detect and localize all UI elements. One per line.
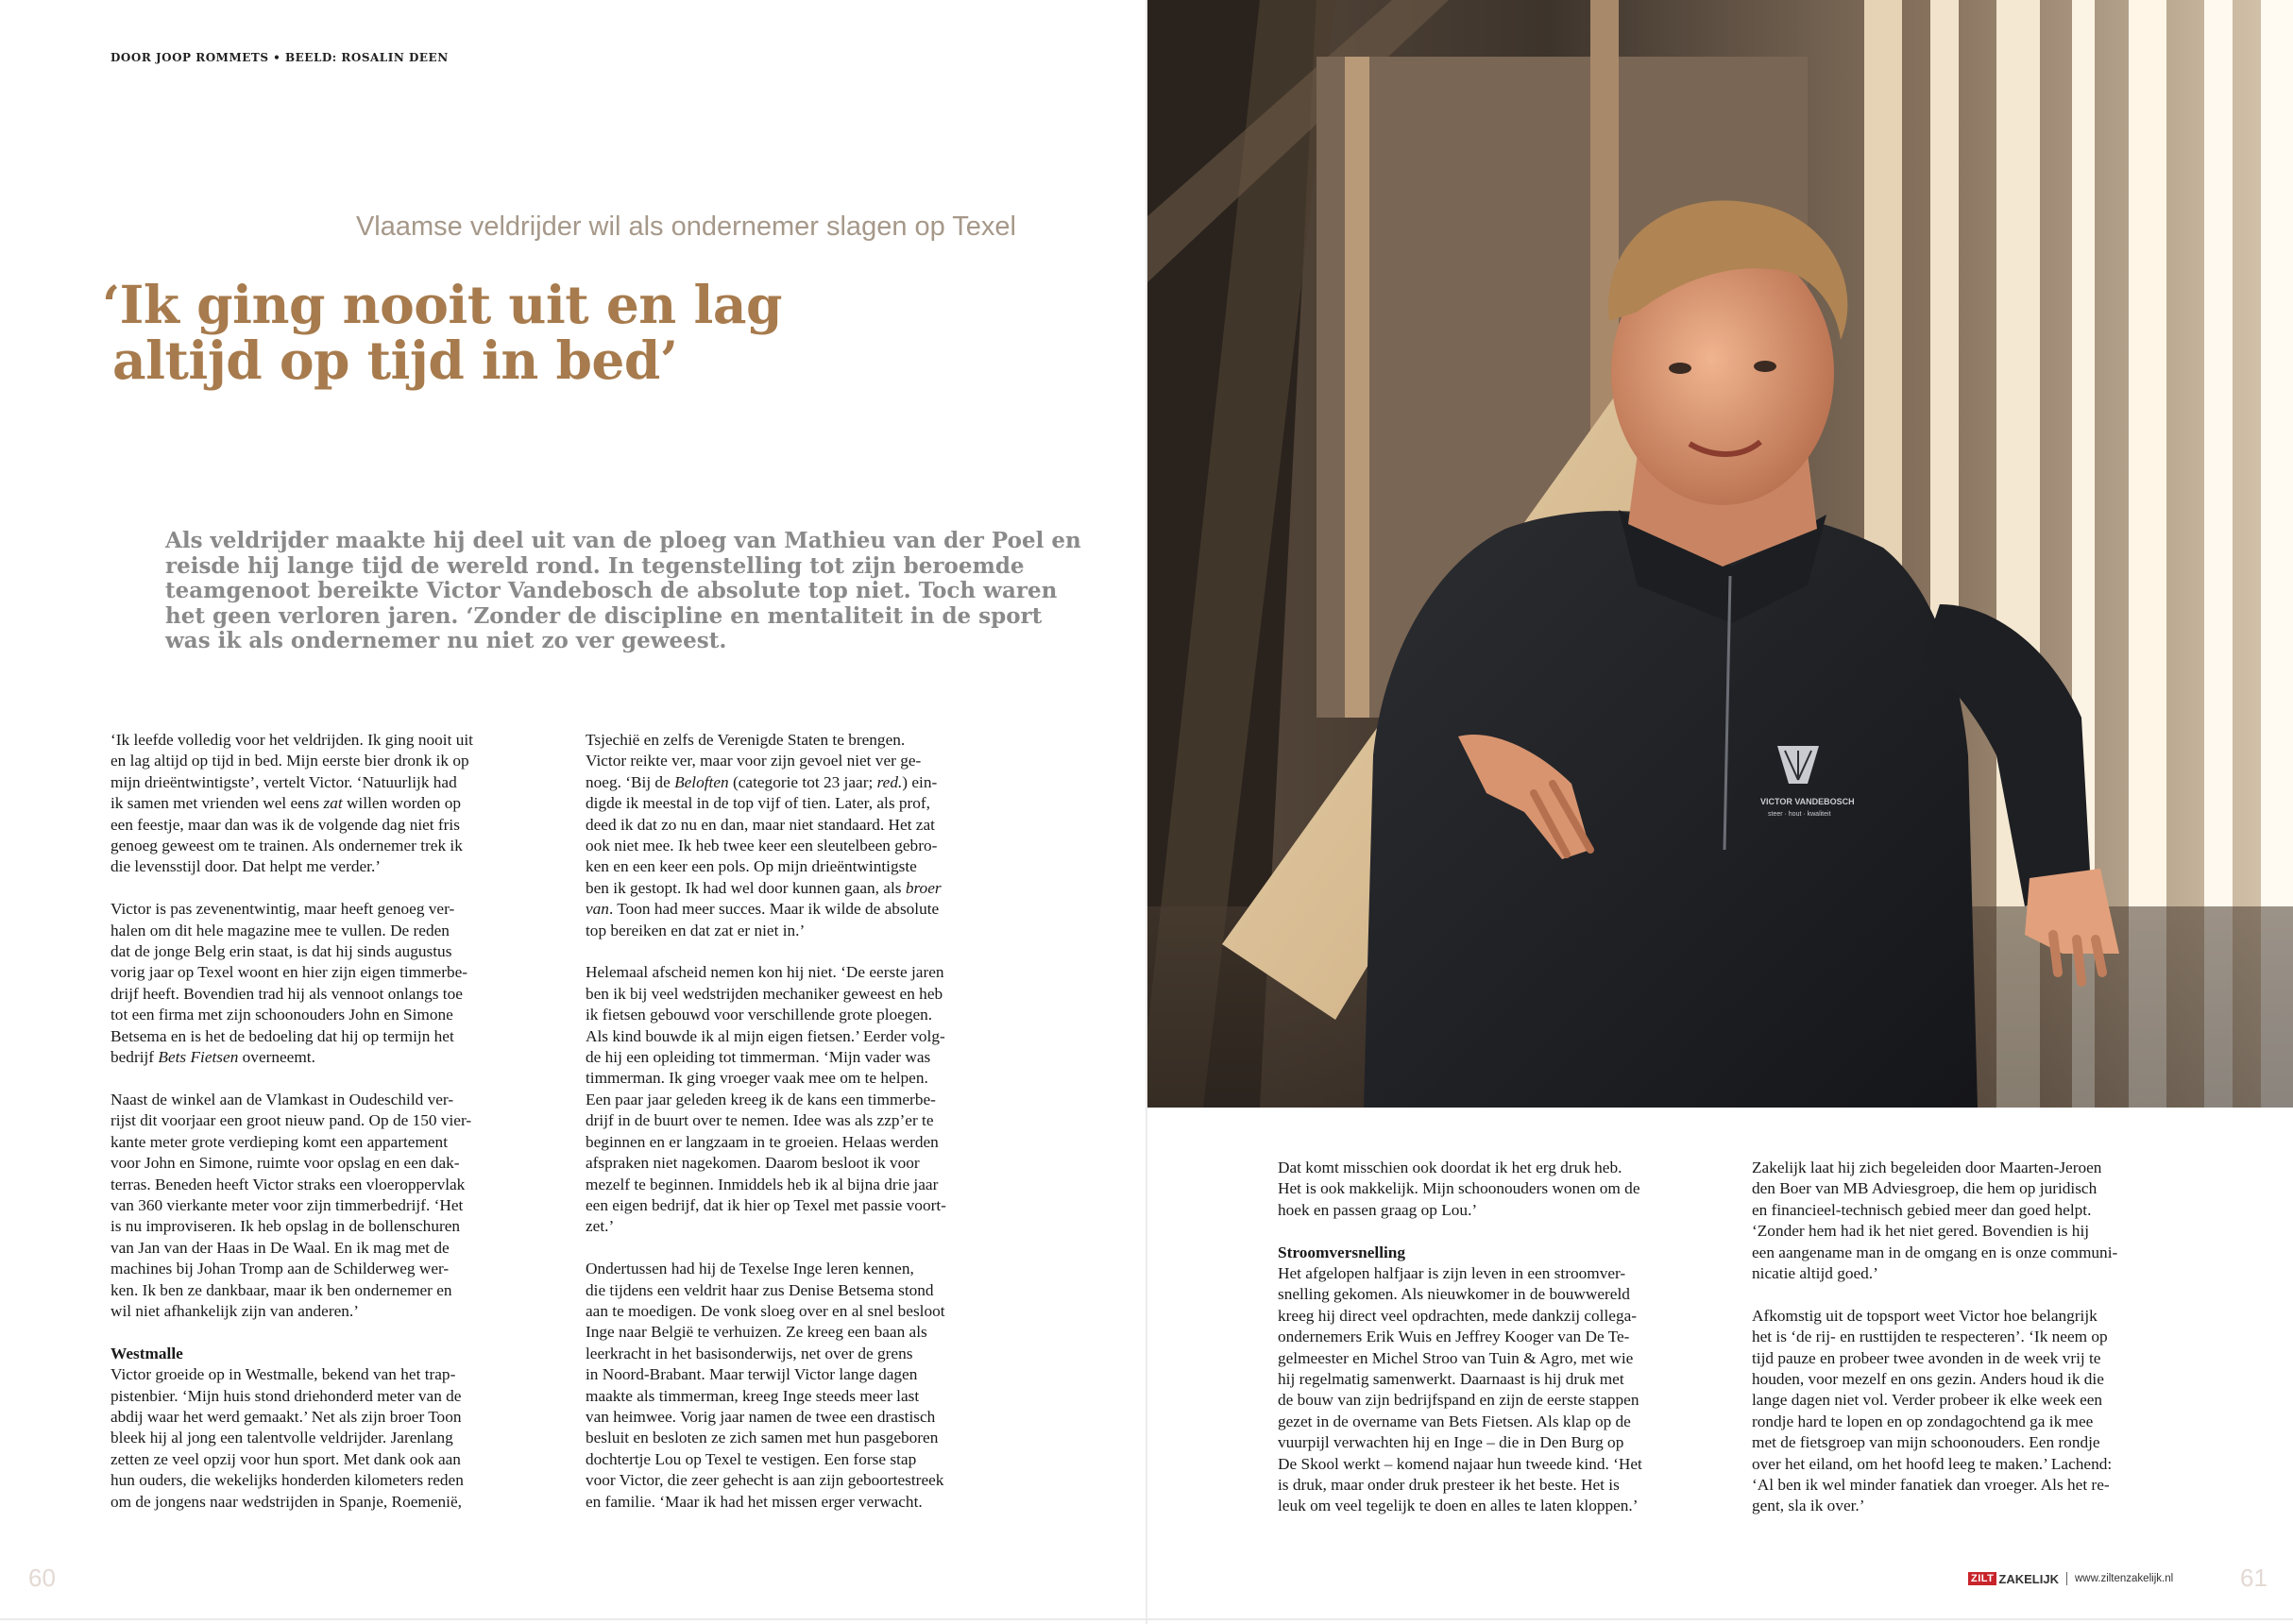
text-line — [110, 793, 554, 814]
text-line: deed ik dat zo nu en dan, maar niet standaard. Het zat — [586, 815, 935, 834]
logo-part-2: ZAKELIJK — [1998, 1571, 2059, 1586]
text-line: en familie. ‘Maar ik had het missen erger verwacht. — [586, 1492, 923, 1511]
text-run: willen worden op — [342, 794, 461, 813]
emphasis: van — [586, 900, 609, 919]
text-line: de hij een opleiding tot timmerman. ‘Mijn vader was — [586, 1048, 931, 1067]
text-line: een feestje, maar dan was ik de volgende dag niet fris — [110, 815, 460, 834]
paragraph — [586, 1259, 1029, 1513]
headline — [102, 274, 952, 391]
intro-line: reisde hij lange tijd de wereld rond. In tegenstelling tot zijn beroemde — [165, 552, 1025, 579]
text-line: houden, voor mezelf en ons gezin. Anders houd ik die — [1752, 1370, 2104, 1389]
sweater-logo-line1: VICTOR VANDEBOSCH — [1760, 797, 1855, 806]
text-line: die levensstijl door. Dat helpt me verder.’ — [110, 857, 382, 876]
emphasis: broer — [905, 878, 942, 897]
text-line: over het eiland, om het hoofd leeg te maken.’ Lachend: — [1752, 1454, 2113, 1473]
text-line: de bouw van zijn bedrijfspand en zijn de eerste stappen — [1278, 1391, 1639, 1410]
text-line — [586, 878, 1029, 899]
text-line: vorig jaar op Texel woont en hier zijn eigen timmerbe- — [110, 963, 468, 982]
text-line: is nu improviseren. Ik heb opslag in de bollenschuren — [110, 1217, 461, 1236]
text-line: bleek hij al jong een talentvolle veldrijder. Jarenlang — [110, 1429, 453, 1447]
emphasis: Beloften — [674, 772, 729, 791]
text-line: gezet in de overname van Bets Fietsen. Als klap op de — [1278, 1412, 1631, 1430]
footer-divider — [2066, 1572, 2067, 1585]
text-line: maakte als timmerman, kreeg Inge steeds meer last — [586, 1386, 920, 1405]
text-line: vuurpijl verwachten hij en Inge – die in Den Burg op — [1278, 1433, 1624, 1452]
text-line: dochtertje Lou op Texel te vestigen. Een forse stap — [586, 1449, 917, 1468]
text-line: nicatie altijd goed.’ — [1752, 1264, 1878, 1283]
text-line: afspraken niet nagekomen. Daarom besloot ik voor — [586, 1154, 920, 1173]
text-line: gelmeester en Michel Stroo van Tuin & Agro, met wie — [1278, 1348, 1634, 1367]
text-line: kante meter grote verdieping komt een appartement — [110, 1132, 448, 1151]
text-line: met de fietsgroep van mijn schoonouders. Een rondje — [1752, 1433, 2100, 1452]
text-line: Victor is pas zevenentwintig, maar heeft genoeg ver- — [110, 900, 455, 919]
text-run: . Toon had meer succes. Maar ik wilde de absolute — [608, 900, 940, 919]
text-line: voor John en Simone, ruimte voor opslag en een dak- — [110, 1154, 460, 1173]
headline-line-2: altijd op tijd in bed’ — [112, 330, 678, 391]
footer — [1968, 1569, 2173, 1588]
text-run: ben ik gestopt. Ik had wel door kunnen gaan, als — [586, 878, 906, 897]
text-line: den Boer van MB Adviesgroep, die hem op juridisch — [1752, 1179, 2098, 1198]
intro-line: het geen verloren jaren. ‘Zonder de discipline en mentaliteit in de sport — [165, 602, 1043, 629]
text-run: overneemt. — [238, 1048, 315, 1067]
text-line: ook niet mee. Ik heb twee keer een sleutelbeen gebro- — [586, 837, 938, 855]
text-line: abdij waar het werd gemaakt.’ Net als zijn broer Toon — [110, 1407, 462, 1426]
text-line: ‘Zonder hem had ik het niet gered. Bovendien is hij — [1752, 1222, 2090, 1241]
text-line: tot een firma met zijn schoonouders John en Simone — [110, 1006, 453, 1024]
intro-line: teamgenoot bereikte Victor Vandebosch de absolute top niet. Toch waren — [165, 578, 1058, 604]
text-line: snelling gekomen. Als nieuwkomer in de bouwwereld — [1278, 1285, 1630, 1304]
text-line: Inge naar België te verhuizen. Ze kreeg een baan als — [586, 1323, 927, 1342]
text-line: tijd pauze en probeer twee avonden in de week vrij te — [1752, 1348, 2101, 1367]
text-line: Ondertussen had hij de Texelse Inge leren kennen, — [586, 1260, 914, 1278]
text-line: die tijdens een veldrit haar zus Denise Betsema stond — [586, 1280, 934, 1299]
text-line: ken. Ik ben ze dankbaar, maar ik ben ondernemer en — [110, 1280, 452, 1299]
text-run: noeg. ‘Bij de — [586, 772, 675, 791]
paragraph — [1752, 1158, 2196, 1284]
subheading-stroomversnelling: Stroomversnelling — [1278, 1243, 1406, 1261]
body-column-2 — [586, 730, 1029, 1513]
text-line: beginnen en er langzaam in te groeien. Helaas werden — [586, 1132, 939, 1151]
text-line: een eigen bedrijf, dat ik hier op Texel met passie voort- — [586, 1195, 946, 1214]
text-line — [110, 1047, 554, 1068]
text-line: om de jongens naar wedstrijden in Spanje, Roemenië, — [110, 1492, 462, 1511]
text-line — [586, 899, 1029, 920]
text-line: Afkomstig uit de topsport weet Victor hoe belangrijk — [1752, 1306, 2098, 1325]
emphasis: red. — [876, 772, 903, 791]
text-run: ik samen met vrienden wel eens — [110, 794, 324, 813]
text-line: zetten ze veel opzij voor hun sport. Met dank ook aan — [110, 1449, 461, 1468]
text-line: drijf heeft. Bovendien trad hij als vennoot onlangs toe — [110, 984, 463, 1003]
text-line: leuk om veel tegelijk te doen en alles te laten kloppen.’ — [1278, 1497, 1639, 1515]
text-line: van heimwee. Vorig jaar namen de twee een drastisch — [586, 1407, 936, 1426]
text-line: Helemaal afscheid nemen kon hij niet. ‘De eerste jaren — [586, 963, 944, 982]
text-line: timmerman. Ik ging vroeger vaak mee om te helpen. — [586, 1069, 928, 1088]
paragraph — [110, 1090, 554, 1322]
text-line: voor Victor, die zeer gehecht is aan zijn geboortestreek — [586, 1471, 944, 1490]
text-line: pistenbier. ‘Mijn huis stond driehonderd meter van de — [110, 1386, 462, 1405]
sweater-logo-line2: steer · hout · kwaliteit — [1768, 811, 1831, 818]
text-line: drijf in de buurt over te nemen. Idee was als zzp’er te — [586, 1111, 934, 1130]
intro-line: was ik als ondernemer nu niet zo ver geweest. — [165, 628, 727, 654]
text-line: hij regelmatig samenwerkt. Daarnaast is hij druk met — [1278, 1370, 1624, 1389]
text-line: en financieel-technisch gebied meer dan goed helpt. — [1752, 1200, 2092, 1219]
text-line: het is ‘de rij- en rusttijden te respecteren’. ‘Ik neem op — [1752, 1328, 2108, 1346]
text-line: Naast de winkel aan de Vlamkast in Oudeschild ver- — [110, 1090, 454, 1108]
page-number-right: 61 — [2240, 1564, 2268, 1592]
logo-part-1: ZILT — [1968, 1572, 1996, 1585]
paragraph — [110, 1364, 554, 1513]
paragraph — [110, 730, 554, 878]
text-line: machines bij Johan Tromp aan de Schilderweg wer- — [110, 1260, 450, 1278]
text-line: ondernemers Erik Wuis en Jeffrey Kooger van De Te- — [1278, 1328, 1630, 1346]
text-line: Zakelijk laat hij zich begeleiden door Maarten-Jeroen — [1752, 1159, 2102, 1176]
text-line: Tsjechië en zelfs de Verenigde Staten te brengen. — [586, 731, 906, 749]
text-line — [586, 772, 1029, 793]
text-line: lange dagen niet vol. Verder probeer ik elke week een — [1752, 1391, 2103, 1410]
text-line: in Noord-Brabant. Maar terwijl Victor lange dagen — [586, 1365, 918, 1384]
text-line: dat de jonge Belg erin staat, is dat hij sinds augustus — [110, 942, 452, 961]
text-line: ken en een keer een pols. Op mijn drieëntwintigste — [586, 857, 917, 876]
text-run: (categorie tot 23 jaar; — [728, 772, 877, 791]
text-line: hun ouders, die wekelijks honderden kilometers reden — [110, 1471, 464, 1490]
portrait-photo — [1146, 0, 2293, 1108]
text-line: hoek en passen graag op Lou.’ — [1278, 1200, 1478, 1219]
text-line: Victor groeide op in Westmalle, bekend van het trap- — [110, 1365, 456, 1384]
text-run: bedrijf — [110, 1048, 159, 1067]
paragraph — [1278, 1158, 1722, 1221]
spine — [1146, 0, 1147, 1624]
text-line: Een paar jaar geleden kreeg ik de kans een timmerbe- — [586, 1090, 936, 1108]
text-line: ‘Al ben ik wel minder fanatiek dan vroeger. Als het re- — [1752, 1476, 2110, 1495]
emphasis: zat — [323, 794, 343, 813]
intro — [165, 528, 1081, 654]
text-line: van 360 vierkante meter voor zijn timmerbedrijf. ‘Het — [110, 1195, 464, 1214]
text-line: rijst dit voorjaar een groot nieuw pand. Op de 150 vier- — [110, 1111, 472, 1130]
text-line: Het is ook makkelijk. Mijn schoonouders wonen om de — [1278, 1179, 1640, 1198]
text-line: terras. Beneden heeft Victor straks een vloeroppervlak — [110, 1175, 466, 1193]
text-line: mezelf te beginnen. Inmiddels heb ik al bijna drie jaar — [586, 1175, 939, 1193]
text-line: aan te moedigen. De vonk sloeg over en al snel besloot — [586, 1301, 945, 1320]
text-line: Het afgelopen halfjaar is zijn leven in een stroomver- — [1278, 1264, 1626, 1283]
text-line: digde ik meestal in de top vijf of tien. Later, als prof, — [586, 794, 930, 813]
text-line: een aangename man in de omgang en is onze communi- — [1752, 1243, 2118, 1261]
body-column-3 — [1278, 1158, 1722, 1517]
byline: DOOR JOOP ROMMETS • BEELD: ROSALIN DEEN — [110, 51, 449, 64]
body-column-1 — [110, 730, 554, 1513]
paragraph — [586, 962, 1029, 1237]
text-line: van Jan van der Haas in De Waal. En ik mag met de — [110, 1238, 450, 1257]
text-line: leerkracht in het basisonderwijs, net over de grens — [586, 1344, 913, 1362]
paragraph — [1752, 1306, 2196, 1517]
kicker: Vlaamse veldrijder wil als ondernemer slagen op Texel — [355, 211, 1016, 242]
text-line: is druk, maar onder druk presteer ik het beste. Het is — [1278, 1476, 1620, 1495]
paragraph — [586, 730, 1029, 941]
text-line: ben ik bij veel wedstrijden mechaniker geweest en heb — [586, 984, 943, 1003]
text-line: gent, sla ik over.’ — [1752, 1497, 1865, 1515]
text-line: en lag altijd op tijd in bed. Mijn eerste bier dronk ik op — [110, 752, 469, 770]
text-line: ik fietsen gebouwd voor verschillende grote ploegen. — [586, 1006, 933, 1024]
paragraph — [110, 899, 554, 1068]
intro-line: Als veldrijder maakte hij deel uit van de ploeg van Mathieu van der Poel en — [165, 528, 1081, 553]
footer-url[interactable]: www.ziltenzakelijk.nl — [2074, 1573, 2174, 1584]
text-line: besluit en besloten ze zich samen met hun pasgeboren — [586, 1429, 939, 1447]
subheading-westmalle: Westmalle — [110, 1344, 183, 1362]
text-line: zet.’ — [586, 1217, 615, 1236]
text-line: wil niet afhankelijk zijn van anderen.’ — [110, 1301, 359, 1320]
page-number-left: 60 — [28, 1564, 56, 1592]
text-line: halen om dit hele magazine mee te vullen. De reden — [110, 921, 450, 939]
text-line: ‘Ik leefde volledig voor het veldrijden. Ik ging nooit uit — [110, 731, 473, 749]
text-line: Betsema en is het de bedoeling dat hij op termijn het — [110, 1026, 454, 1045]
zilt-zakelijk-logo — [1968, 1572, 2059, 1586]
bottom-rule — [0, 1618, 2293, 1620]
text-line: kreeg hij direct veel opdrachten, mede dankzij collega- — [1278, 1306, 1638, 1325]
text-run: ) ein- — [902, 772, 938, 791]
text-line: rondje hard te lopen en op zondagochtend ga ik mee — [1752, 1412, 2094, 1430]
text-line: Dat komt misschien ook doordat ik het erg druk heb. — [1278, 1159, 1622, 1176]
text-line: Victor reikte ver, maar voor zijn gevoel niet ver ge- — [586, 752, 922, 770]
body-column-4 — [1752, 1158, 2196, 1517]
text-line: De Skool werkt – komend najaar hun tweede kind. ‘Het — [1278, 1454, 1642, 1473]
paragraph — [1278, 1263, 1722, 1517]
text-line: Als kind bouwde ik al mijn eigen fietsen.’ Eerder volg- — [586, 1026, 945, 1045]
text-line: top bereiken en dat zat er niet in.’ — [586, 921, 806, 939]
emphasis: Bets Fietsen — [158, 1048, 239, 1067]
text-line: genoeg geweest om te trainen. Als ondernemer trek ik — [110, 837, 463, 855]
headline-line-1: ‘Ik ging nooit uit en lag — [102, 274, 782, 335]
text-line: mijn drieëntwintigste’, vertelt Victor. ‘Natuurlijk had — [110, 772, 457, 791]
